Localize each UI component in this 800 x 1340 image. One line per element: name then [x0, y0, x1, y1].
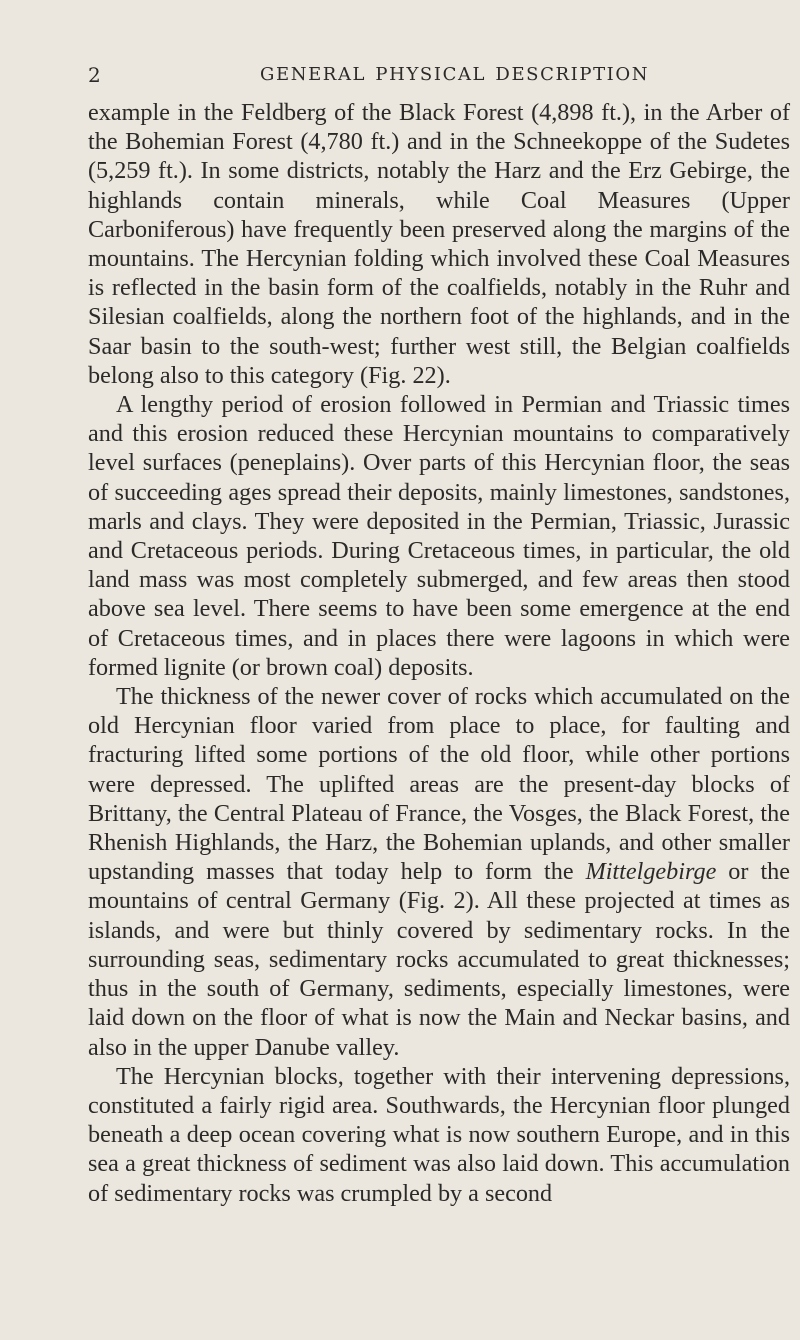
- paragraph-1: example in the Feldberg of the Black Forest (4,898 ft.), in the Arber of the Bohemian Forest (4,780 ft.) and in the Schneekoppe of the Sudetes (5,259 ft.). In some districts, notably the Harz and the Erz Gebirge, the highlands contain minerals, while Coal Measures (Upper Carboniferous) have frequently been preserved along the margins of the mountains. The Hercynian folding which involved these Coal Measures is reflected in the basin form of the coalfields, notably in the Ruhr and Silesian coalfields, along the northern foot of the highlands, and in the Saar basin to the south-west; further west still, the Belgian coalfields belong also to this category (Fig. 22).: [88, 99, 790, 389]
- paragraph-2: A lengthy period of erosion followed in Permian and Triassic times and this erosion reduced these Hercynian mountains to comparatively level surfaces (peneplains). Over parts of this Hercynian floor, the seas of succeeding ages spread their deposits, mainly limestones, sandstones, marls and clays. They were deposited in the Permian, Triassic, Jurassic and Cretaceous periods. During Cretaceous times, in particular, the old land mass was most completely submerged, and few areas then stood above sea level. There seems to have been some emergence at the end of Cretaceous times, and in places there were lagoons in which were formed lignite (or brown coal) deposits.: [88, 391, 790, 681]
- page-header: [88, 62, 790, 88]
- paragraph-4: The Hercynian blocks, together with their intervening depressions, constituted a fairly rigid area. Southwards, the Hercynian floor plunged beneath a deep ocean covering what is now southern Europe, and in this sea a great thickness of sediment was also laid down. This accumulation of sedimentary rocks was crumpled by a second: [88, 1062, 790, 1207]
- paragraph-3-text-after-italic: or the mountains of central Germany (Fig. 2). All these projected at times as islands, and were but thinly covered by sedimentary rocks. In the surrounding seas, sedimentary rocks accumulated to great thicknesses; thus in the south of Germany, sediments, especially limestones, were laid down on the floor of what is now the Main and Neckar basins, and also in the upper Danube valley.: [88, 858, 790, 1061]
- page-number: 2: [88, 63, 102, 87]
- paragraph-3-text-before-italic: The thickness of the newer cover of rocks which accumulated on the old Hercynian floor varied from place to place, for faulting and fracturing lifted some portions of the old floor, while other portions were depressed. The uplifted areas are the present-day blocks of Brittany, the Central Plateau of France, the Vosges, the Black Forest, the Rhenish Highlands, the Harz, the Bohemian uplands, and other smaller upstanding masses that today help to form the: [88, 683, 790, 886]
- body-text: [88, 98, 790, 1208]
- italic-term-mittelgebirge: Mittelgebirge: [585, 858, 717, 886]
- running-head: GENERAL PHYSICAL DESCRIPTION: [260, 64, 650, 85]
- paragraph-3: [88, 682, 790, 1062]
